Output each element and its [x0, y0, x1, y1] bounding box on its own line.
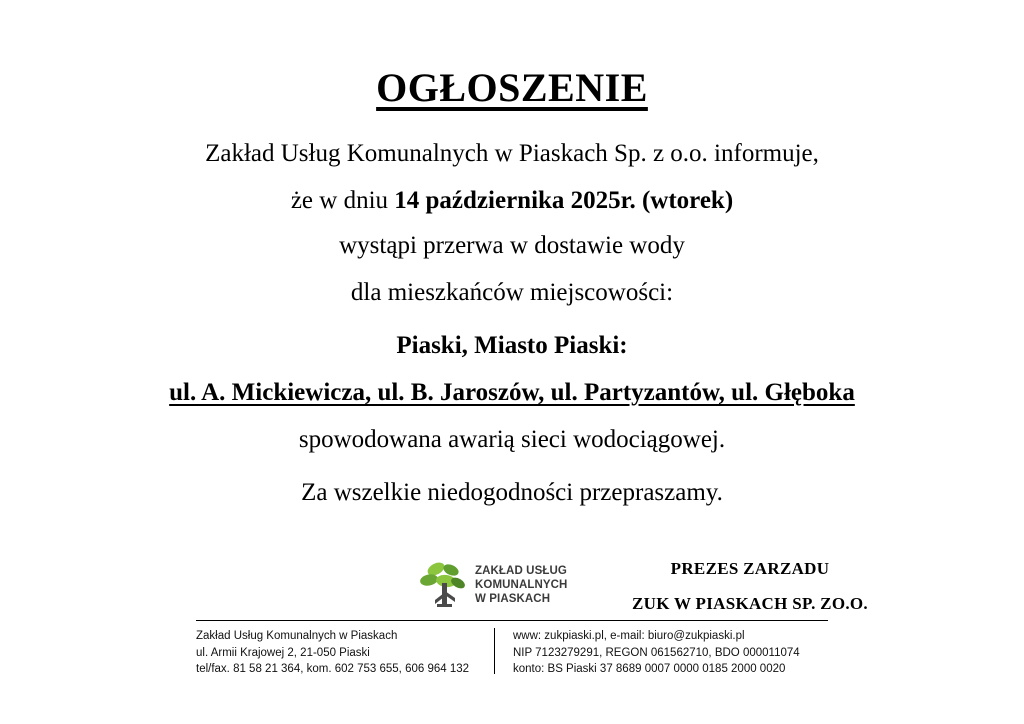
footer-right-line-2: NIP 7123279291, REGON 061562710, BDO 000011074: [513, 646, 800, 659]
paragraph-date: [0, 188, 1024, 213]
footer-contact-address: [196, 628, 486, 678]
footer: [196, 628, 828, 678]
logo-wordmark: [475, 564, 567, 606]
paragraph-locality: Piaski, Miasto Piaski:: [396, 332, 628, 359]
footer-right-line-1: www: zukpiaski.pl, e-mail: biuro@zukpiaski.pl: [513, 630, 745, 642]
company-logo: [418, 556, 593, 614]
logo-line-2: KOMUNALNYCH: [475, 578, 568, 591]
footer-right-line-3: konto: BS Piaski 37 8689 0007 0000 0185 2000 0020: [513, 663, 786, 676]
paragraph-streets: ul. A. Mickiewicza, ul. B. Jaroszów, ul. Partyzantów, ul. Głęboka: [169, 379, 855, 406]
announcement-body: [0, 141, 1024, 505]
footer-left-line-1: Zakład Usług Komunalnych w Piaskach: [196, 630, 398, 642]
footer-left-line-2: ul. Armii Krajowej 2, 21-050 Piaski: [196, 646, 370, 659]
paragraph-apology: Za wszelkie niedogodności przepraszamy.: [301, 479, 723, 506]
paragraph-cause: spowodowana awarią sieci wodociągowej.: [298, 426, 726, 453]
paragraph-outage: wystąpi przerwa w dostawie wody: [339, 232, 685, 259]
paragraph-for-residents: dla mieszkańców miejscowości:: [350, 279, 674, 306]
page-title: OGŁOSZENIE: [376, 65, 648, 110]
footer-registration-details: [513, 628, 828, 678]
footer-divider-vertical: [494, 628, 495, 674]
date-value-text: 14 października 2025r. (wtorek): [394, 187, 734, 214]
footer-divider-horizontal: [196, 620, 828, 621]
date-prefix-text: że w dniu: [290, 187, 395, 214]
footer-left-line-3: tel/fax. 81 58 21 364, kom. 602 753 655, 606 964 132: [196, 663, 470, 676]
logo-line-1: ZAKŁAD USŁUG: [475, 564, 567, 577]
tree-leaves-logo-icon: [418, 559, 470, 611]
signature-line-2: ZUK W PIASKACH SP. ZO.O.: [632, 594, 868, 613]
logo-line-3: W PIASKACH: [475, 593, 551, 605]
paragraph-intro: Zakład Usług Komunalnych w Piaskach Sp. z o.o. informuje,: [205, 140, 819, 167]
signature-line-1: PREZES ZARZADU: [670, 559, 830, 578]
